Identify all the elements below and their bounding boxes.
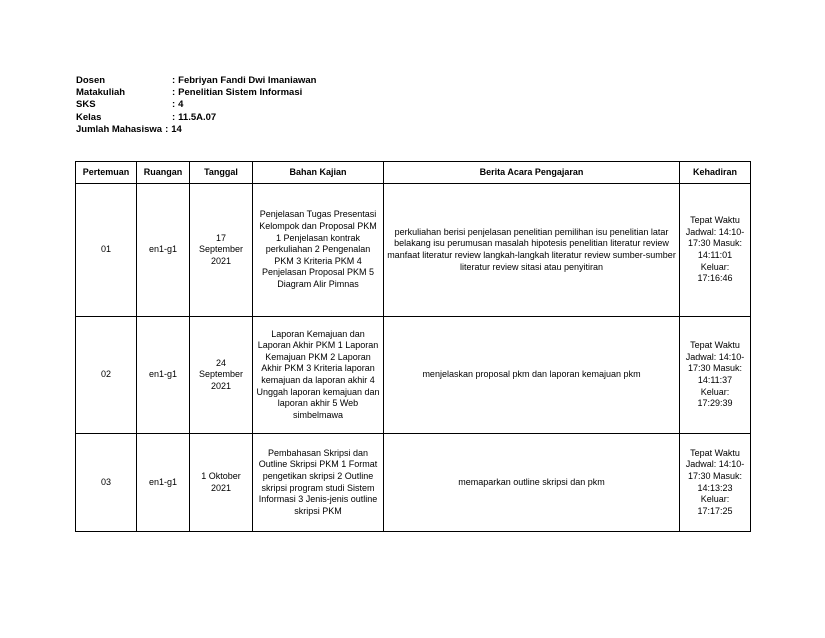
course-info-block xyxy=(76,75,316,136)
info-row-sks xyxy=(76,99,316,111)
header-tanggal: Tanggal xyxy=(190,162,253,184)
table-row xyxy=(76,317,751,434)
cell-berita-acara: menjelaskan proposal pkm dan laporan kemajuan pkm xyxy=(384,317,680,434)
table-header-row xyxy=(76,162,751,184)
info-row-dosen xyxy=(76,75,316,87)
cell-bahan-kajian: Pembahasan Skripsi dan Outline Skripsi PKM 1 Format pengetikan skripsi 2 Outline skripsi program studi Sistem Informasi 3 Jenis-jenis outline skripsi PKM xyxy=(253,434,384,532)
info-label: Matakuliah xyxy=(76,87,126,99)
cell-pertemuan: 01 xyxy=(76,184,137,317)
cell-kehadiran: Tepat Waktu Jadwal: 14:10-17:30 Masuk: 14:13:23 Keluar: 17:17:25 xyxy=(680,434,751,532)
cell-ruangan: en1-g1 xyxy=(137,184,190,317)
cell-tanggal: 1 Oktober 2021 xyxy=(190,434,253,532)
table-row xyxy=(76,434,751,532)
header-pertemuan: Pertemuan xyxy=(76,162,137,184)
cell-kehadiran: Tepat Waktu Jadwal: 14:10-17:30 Masuk: 14:11:37 Keluar: 17:29:39 xyxy=(680,317,751,434)
cell-ruangan: en1-g1 xyxy=(137,434,190,532)
cell-bahan-kajian: Penjelasan Tugas Presentasi Kelompok dan Proposal PKM 1 Penjelasan kontrak perkuliahan 2 Pengenalan PKM 3 Kriteria PKM 4 Penjelasan Proposal PKM 5 Diagram Alir Pimnas xyxy=(253,184,384,317)
info-separator: : xyxy=(172,75,176,86)
cell-bahan-kajian: Laporan Kemajuan dan Laporan Akhir PKM 1 Laporan Kemajuan PKM 2 Laporan Akhir PKM 3 Kriteria laporan kemajuan da laporan akhir 4 Unggah laporan kemajuan dan laporan akhir 5 Web simbelmawa xyxy=(253,317,384,434)
cell-pertemuan: 02 xyxy=(76,317,137,434)
info-separator: : xyxy=(165,123,169,135)
berita-acara-table xyxy=(75,161,751,532)
cell-tanggal: 17 September 2021 xyxy=(190,184,253,317)
info-row-jumlah-mahasiswa xyxy=(76,124,316,136)
header-kehadiran: Kehadiran xyxy=(680,162,751,184)
header-ruangan: Ruangan xyxy=(137,162,190,184)
header-berita-acara: Berita Acara Pengajaran xyxy=(384,162,680,184)
cell-berita-acara: memaparkan outline skripsi dan pkm xyxy=(384,434,680,532)
info-label: Jumlah Mahasiswa xyxy=(76,123,163,135)
info-separator: : xyxy=(172,99,176,111)
info-label: Kelas xyxy=(76,111,102,123)
cell-tanggal: 24 September 2021 xyxy=(190,317,253,434)
info-separator: : xyxy=(172,87,176,99)
info-label: SKS xyxy=(76,99,96,111)
table-row xyxy=(76,184,751,317)
info-row-kelas xyxy=(76,112,316,124)
info-label: Dosen xyxy=(76,75,106,86)
cell-ruangan: en1-g1 xyxy=(137,317,190,434)
info-value: Penelitian Sistem Informasi xyxy=(178,87,303,99)
info-value: Febriyan Fandi Dwi Imaniawan xyxy=(178,75,317,86)
header-bahan-kajian: Bahan Kajian xyxy=(253,162,384,184)
cell-kehadiran: Tepat Waktu Jadwal: 14:10-17:30 Masuk: 14:11:01 Keluar: 17:16:46 xyxy=(680,184,751,317)
info-separator: : xyxy=(172,111,176,123)
cell-berita-acara: perkuliahan berisi penjelasan penelitian pemilihan isu penelitian latar belakang isu perumusan masalah hipotesis penelitian literatur review manfaat literatur review langkah-langkah literatur review sumber-sumber literatur review sitasi atau penyitiran xyxy=(384,184,680,317)
info-value: 14 xyxy=(171,123,182,135)
info-row-matakuliah xyxy=(76,87,316,99)
info-value: 4 xyxy=(178,99,184,111)
info-value: 11.5A.07 xyxy=(178,111,217,123)
cell-pertemuan: 03 xyxy=(76,434,137,532)
